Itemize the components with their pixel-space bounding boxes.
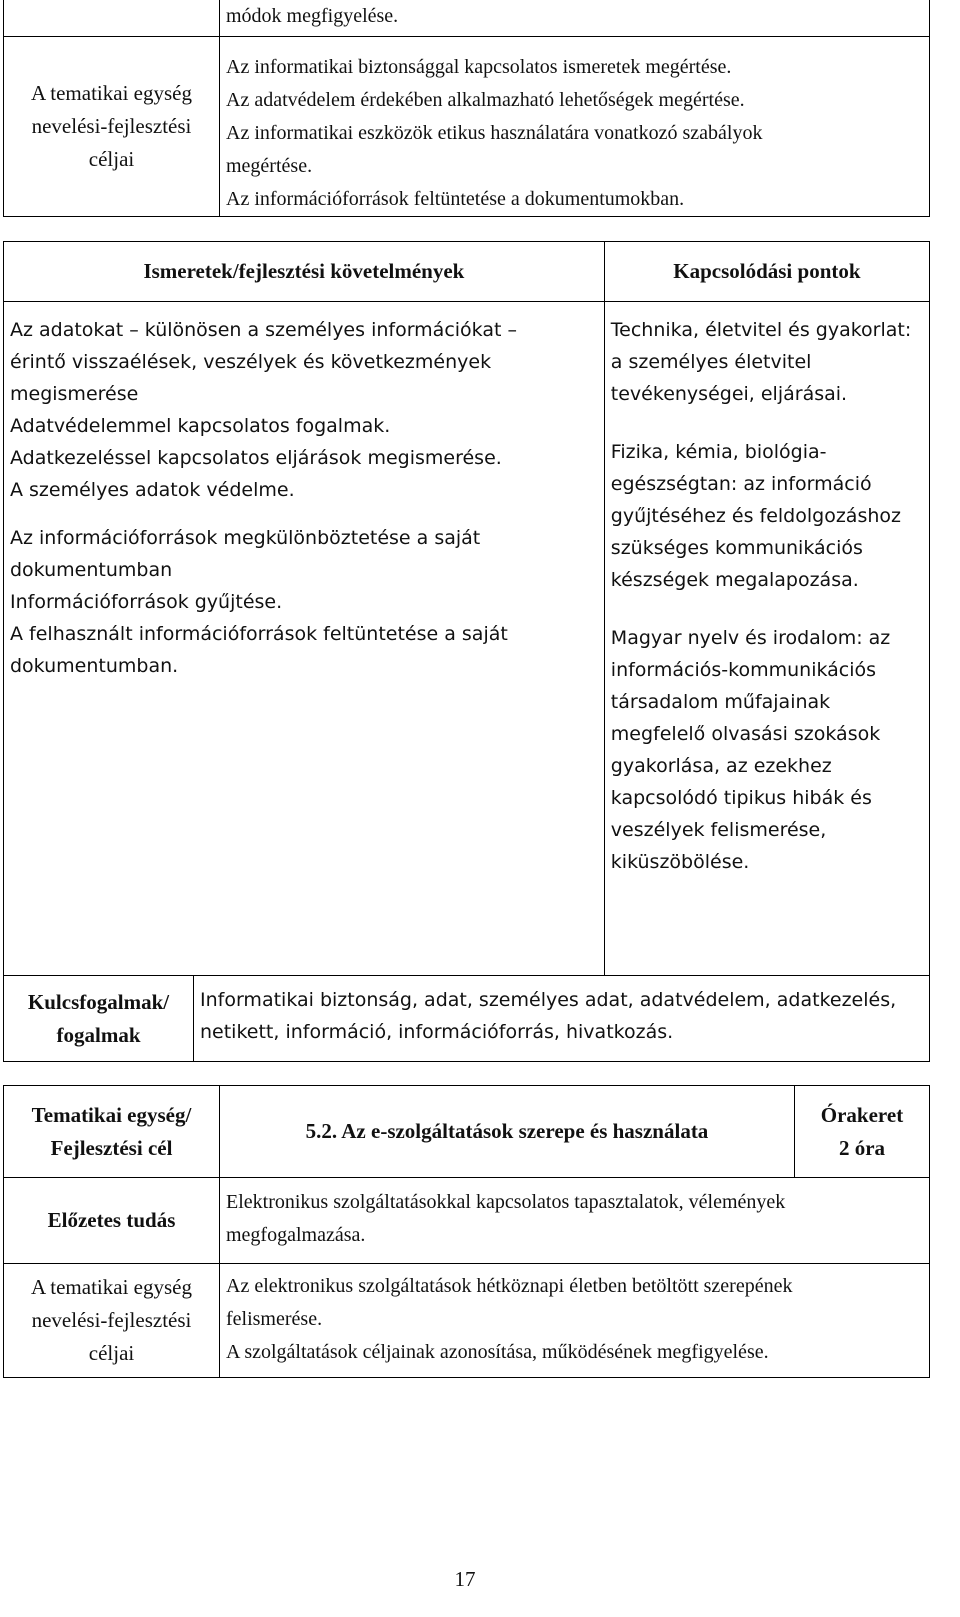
requirements-cell [4,302,605,976]
hours-cell: Órakeret 2 óra [795,1086,930,1178]
continuation-cell [220,0,930,36]
connection-fizika: Fizika, kémia, biológia- egészségtan: az információ gyűjtéséhez és feldolgozáshoz szükséges kommunikációs készségek megalapozása. [610,441,901,591]
connections-header: Kapcsolódási pontok [604,242,929,302]
keywords-label: Kulcsfogalmak/ fogalmak [4,976,194,1062]
prior-knowledge-text: Elektronikus szolgáltatásokkal kapcsolatos tapasztalatok, vélemények megfogalmazása. [220,1178,930,1264]
requirements-block-2: Az információforrások megkülönböztetése a saját dokumentumban Információforrások gyűjtése. A felhasznált információforrások feltüntetése a saját dokumentumban. [10,527,508,677]
connection-technika: Technika, életvitel és gyakorlat: a személyes életvitel tevékenységei, eljárásai. [610,319,912,405]
unit-label: Tematikai egység/ Fejlesztési cél [4,1086,220,1178]
goals-table-top [3,0,930,217]
requirements-block-1: Az adatokat – különösen a személyes információkat – érintő visszaélések, veszélyek és következmények megismerése Adatvédelemmel kapcsolatos fogalmak. Adatkezeléssel kapcsolatos eljárások megismerése. A személyes adatok védelme. [10,319,517,501]
continuation-text: módok megfigyelése. [226,5,399,27]
unit-goals-label: A tematikai egység nevelési-fejlesztési céljai [4,1264,220,1378]
goals-label: A tematikai egység nevelési-fejlesztési céljai [4,36,220,216]
unit-details-table [3,1177,930,1378]
unit-header-table [3,1085,930,1178]
connections-cell [604,302,929,976]
requirements-header: Ismeretek/fejlesztési követelmények [4,242,605,302]
requirements-table [3,241,930,1062]
unit-title: 5.2. Az e-szolgáltatások szerepe és használata [220,1086,795,1178]
connection-magyar: Magyar nyelv és irodalom: az információs-kommunikációs társadalom műfajainak megfelelő olvasási szokások gyakorlása, az ezekhez kapcsolódó tipikus hibák és veszélyek felismerése, kiküszöbölése. [610,627,891,873]
unit-goals-text: Az elektronikus szolgáltatások hétköznapi életben betöltött szerepének felismerése. A szolgáltatások céljainak azonosítása, működésének megfigyelése. [220,1264,930,1378]
keywords-text: Informatikai biztonság, adat, személyes adat, adatvédelem, adatkezelés, netikett, információ, információforrás, hivatkozás. [194,976,930,1062]
prior-knowledge-label: Előzetes tudás [4,1178,220,1264]
page-number: 17 [454,1567,476,1591]
empty-label-cell [4,0,220,36]
goals-text: Az informatikai biztonsággal kapcsolatos ismeretek megértése. Az adatvédelem érdekében alkalmazható lehetőségek megértése. Az informatikai eszközök etikus használatára vonatkozó szabályok megértése. Az információforrások feltüntetése a dokumentumokban. [220,36,930,216]
